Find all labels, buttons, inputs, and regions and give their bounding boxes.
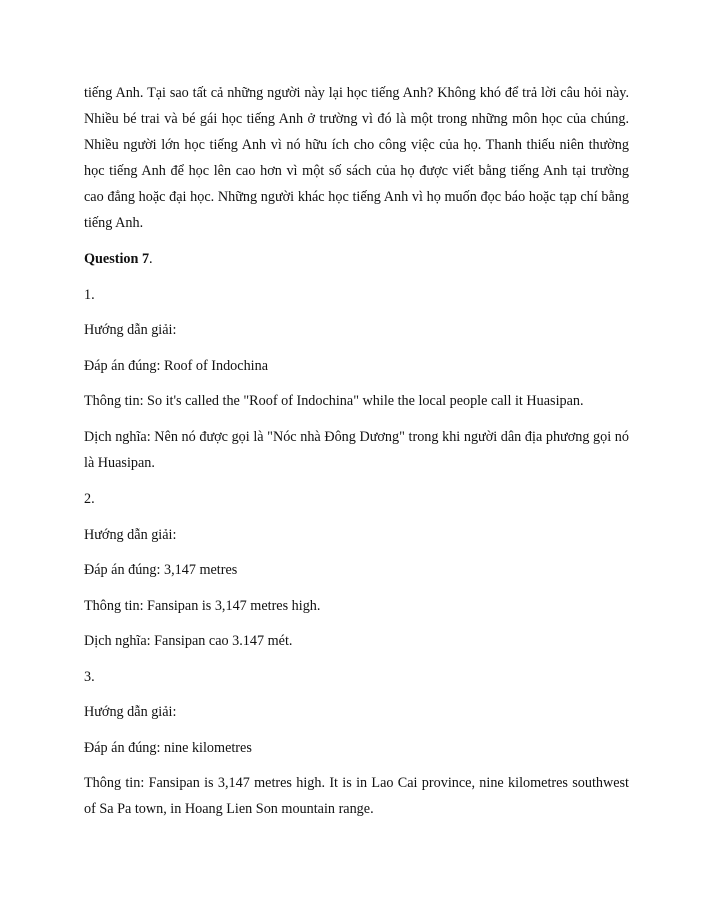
document-page: [84, 80, 629, 832]
info-text: Thông tin: So it's called the "Roof of Indochina" while the local people call it Huasipan.: [84, 393, 584, 409]
guide-label: Hướng dẫn giải:: [84, 526, 177, 543]
info-text: Thông tin: Fansipan is 3,147 metres high. It is in Lao Cai province, nine kilometres southwest of Sa Pa town, in Hoang Lien Son mountain range.: [84, 775, 629, 817]
correct-answer: Đáp án đúng: nine kilometres: [84, 739, 252, 756]
answer-number: 3.: [84, 668, 95, 685]
translation-text: Dịch nghĩa: Fansipan cao 3.147 mét.: [84, 633, 293, 649]
question-label: Question 7: [84, 251, 150, 267]
question-suffix: .: [149, 251, 153, 267]
guide-label: Hướng dẫn giải:: [84, 322, 177, 338]
answer-number: 1.: [84, 286, 95, 303]
question-heading: [84, 246, 629, 272]
intro-paragraph: tiếng Anh. Tại sao tất cả những người này lại học tiếng Anh? Không khó để trả lời câu hỏi này. Nhiều bé trai và bé gái học tiếng Anh ở trường vì đó là một trong những môn học của chúng. Nhiều người lớn học tiếng Anh vì nó hữu ích cho công việc của họ. Thanh thiếu niên thường học tiếng Anh để học lên cao hơn vì một số sách của họ được viết bằng tiếng Anh tại trường cao đẳng hoặc đại học. Những người khác học tiếng Anh vì họ muốn đọc báo hoặc tạp chí bằng tiếng Anh.: [84, 85, 629, 231]
translation-text: Dịch nghĩa: Nên nó được gọi là "Nóc nhà Đông Dương" trong khi người dân địa phương gọi nó là Huasipan.: [84, 429, 629, 471]
guide-label: Hướng dẫn giải:: [84, 704, 177, 720]
correct-answer: Đáp án đúng: 3,147 metres: [84, 562, 238, 578]
answer-number: 2.: [84, 491, 95, 507]
correct-answer: Đáp án đúng: Roof of Indochina: [84, 357, 269, 374]
info-text: Thông tin: Fansipan is 3,147 metres high.: [84, 597, 321, 614]
